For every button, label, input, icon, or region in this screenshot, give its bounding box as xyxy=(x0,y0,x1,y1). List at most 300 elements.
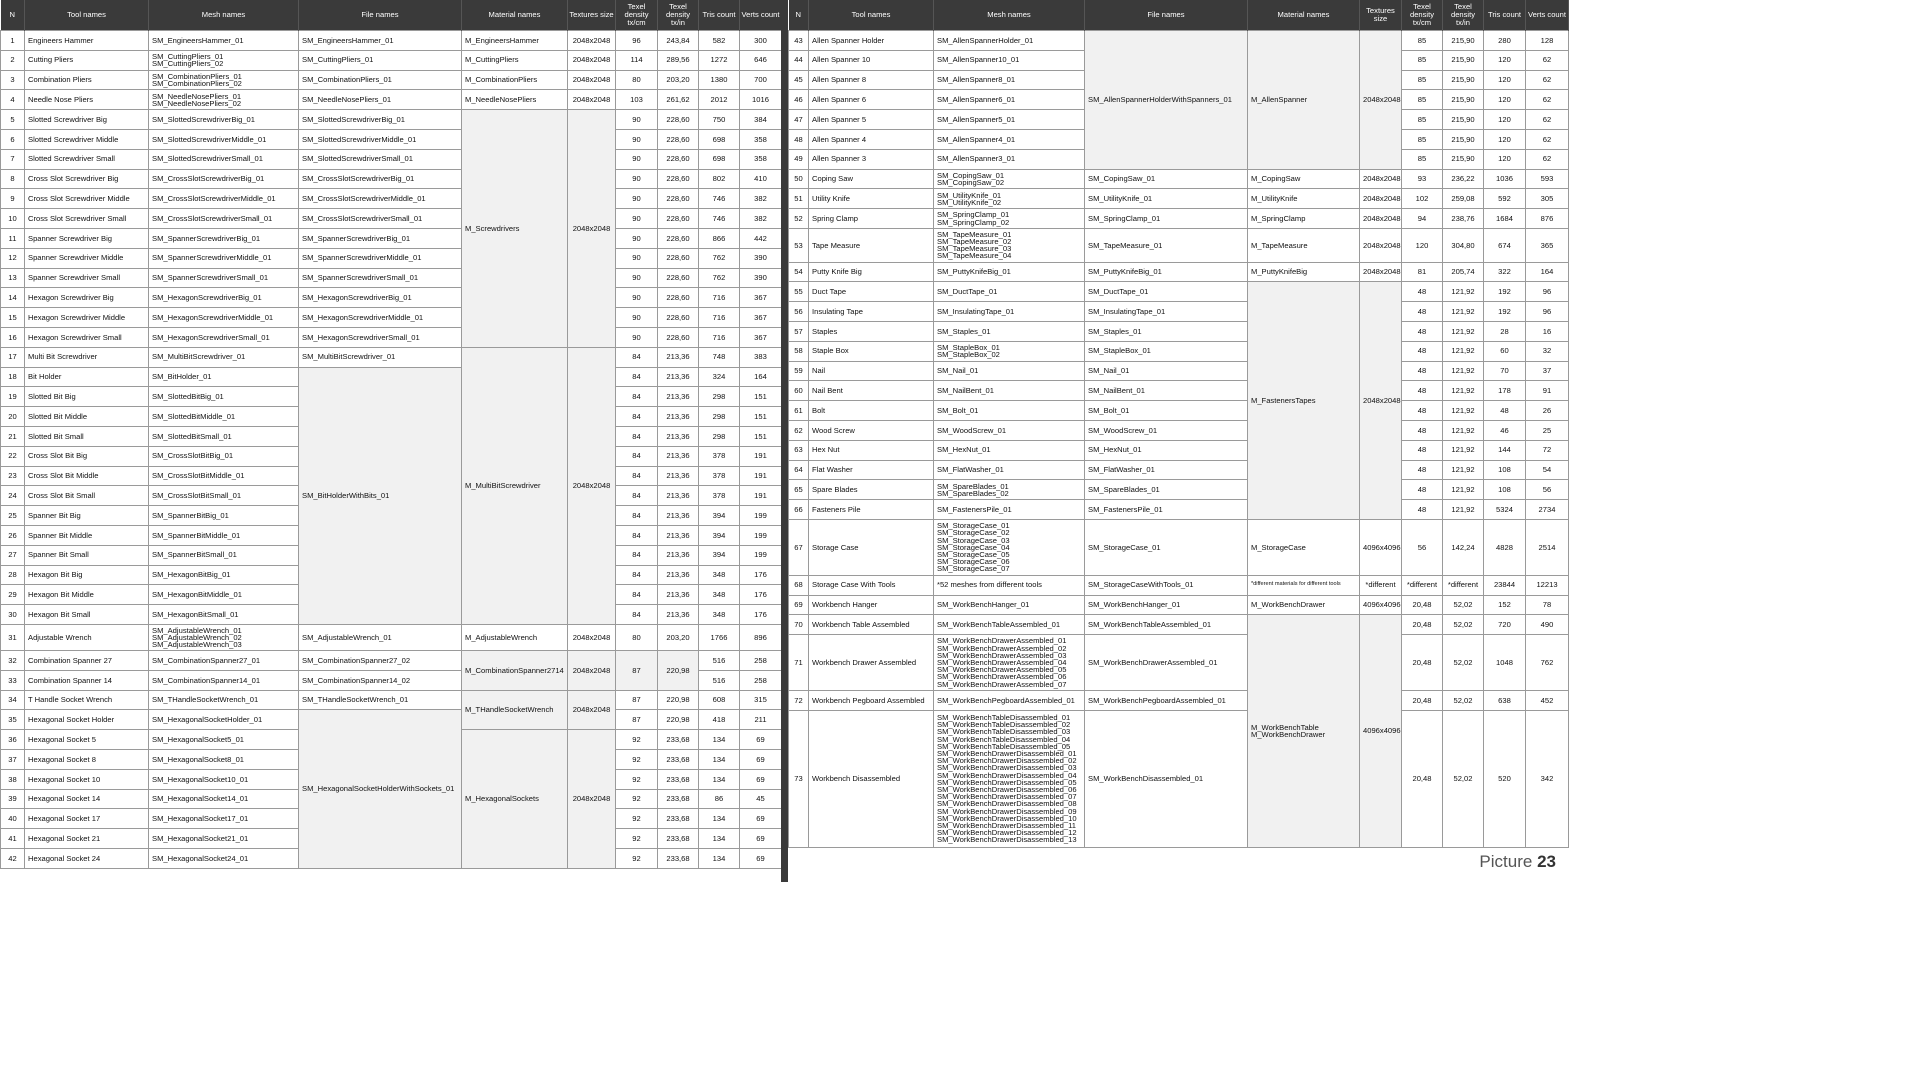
cell-verts: 646 xyxy=(740,50,782,70)
cell-tdcm: 90 xyxy=(616,169,658,189)
cell-tool: Coping Saw xyxy=(809,169,934,189)
cell-n: 44 xyxy=(789,50,809,70)
cell-tris: 60 xyxy=(1484,341,1526,361)
cell-tdcm: 90 xyxy=(616,189,658,209)
cell-tdcm: 48 xyxy=(1402,401,1443,421)
cell-tdcm: 114 xyxy=(616,50,658,70)
cell-tdin: 220,98 xyxy=(658,710,699,730)
cell-file: SM_CombinationPliers_01 xyxy=(299,70,462,90)
cell-tris: 28 xyxy=(1484,321,1526,341)
cell-tex: 4096x4096 xyxy=(1360,615,1402,848)
cell-mesh: SM_SpannerBitSmall_01 xyxy=(149,545,299,565)
cell-tdcm: 84 xyxy=(616,426,658,446)
cell-n: 46 xyxy=(789,90,809,110)
cell-tool: Workbench Disassembled xyxy=(809,710,934,847)
cell-tris: 1272 xyxy=(699,50,740,70)
cell-tdin: 213,36 xyxy=(658,347,699,367)
cell-mesh: SM_CombinationPliers_01 SM_CombinationPliers_02 xyxy=(149,70,299,90)
cell-tex: 2048x2048 xyxy=(568,70,616,90)
table-row xyxy=(789,401,1569,421)
cell-tool: Spanner Bit Middle xyxy=(25,525,149,545)
cell-tdcm: 48 xyxy=(1402,321,1443,341)
cell-tdcm: 96 xyxy=(616,31,658,51)
cell-n: 32 xyxy=(1,651,25,671)
cell-mesh: SM_CombinationSpanner14_01 xyxy=(149,670,299,690)
cell-n: 48 xyxy=(789,129,809,149)
cell-tool: Slotted Bit Middle xyxy=(25,407,149,427)
cell-n: 59 xyxy=(789,361,809,381)
cell-tdcm: 85 xyxy=(1402,129,1443,149)
cell-verts: 54 xyxy=(1526,460,1569,480)
column-header-mat: Material names xyxy=(1248,0,1360,31)
cell-verts: 62 xyxy=(1526,110,1569,130)
cell-tool: Hexagonal Socket 17 xyxy=(25,809,149,829)
table-row xyxy=(789,595,1569,615)
column-header-file: File names xyxy=(1085,0,1248,31)
cell-verts: 490 xyxy=(1526,615,1569,635)
cell-file: SM_CrossSlotScrewdriverSmall_01 xyxy=(299,209,462,229)
cell-mesh: SM_HexagonScrewdriverSmall_01 xyxy=(149,327,299,347)
cell-n: 17 xyxy=(1,347,25,367)
cell-tdin: 213,36 xyxy=(658,367,699,387)
cell-tris: 866 xyxy=(699,228,740,248)
cell-tool: Hex Nut xyxy=(809,440,934,460)
cell-file: SM_EngineersHammer_01 xyxy=(299,31,462,51)
cell-mat: M_WorkBenchDrawer xyxy=(1248,595,1360,615)
cell-tris: 1380 xyxy=(699,70,740,90)
cell-tdin: 215,90 xyxy=(1443,70,1484,90)
cell-tdcm: 90 xyxy=(616,288,658,308)
cell-tdin: 52,02 xyxy=(1443,595,1484,615)
cell-tool: Hexagonal Socket 5 xyxy=(25,730,149,750)
cell-tdin: 121,92 xyxy=(1443,321,1484,341)
cell-tdcm: 90 xyxy=(616,308,658,328)
cell-verts: 452 xyxy=(1526,690,1569,710)
cell-tdin: 121,92 xyxy=(1443,381,1484,401)
cell-tool: Spanner Bit Big xyxy=(25,506,149,526)
cell-mat: M_SpringClamp xyxy=(1248,209,1360,229)
cell-tool: Hexagon Bit Small xyxy=(25,605,149,625)
column-header-tex: Textures size xyxy=(568,0,616,31)
cell-n: 70 xyxy=(789,615,809,635)
cell-tdin: 289,56 xyxy=(658,50,699,70)
cell-n: 5 xyxy=(1,110,25,130)
cell-verts: 358 xyxy=(740,129,782,149)
cell-file: SM_THandleSocketWrench_01 xyxy=(299,690,462,710)
cell-tex: 2048x2048 xyxy=(568,110,616,348)
cell-verts: 91 xyxy=(1526,381,1569,401)
cell-verts: 151 xyxy=(740,426,782,446)
cell-tex: 2048x2048 xyxy=(568,50,616,70)
cell-mesh: *52 meshes from different tools xyxy=(934,575,1085,595)
cell-tdin: 304,80 xyxy=(1443,228,1484,262)
cell-n: 60 xyxy=(789,381,809,401)
cell-tdcm: 102 xyxy=(1402,189,1443,209)
picture-label-word: Picture xyxy=(1479,852,1533,871)
cell-tool: Insulating Tape xyxy=(809,302,934,322)
cell-verts: 390 xyxy=(740,248,782,268)
cell-tris: 1766 xyxy=(699,624,740,650)
cell-n: 38 xyxy=(1,769,25,789)
table-row xyxy=(1,347,782,367)
cell-n: 8 xyxy=(1,169,25,189)
cell-tdcm: 20,48 xyxy=(1402,615,1443,635)
cell-tool: Needle Nose Pliers xyxy=(25,90,149,110)
left-asset-table xyxy=(0,0,782,869)
cell-tdcm: 48 xyxy=(1402,440,1443,460)
cell-tris: 418 xyxy=(699,710,740,730)
cell-verts: 342 xyxy=(1526,710,1569,847)
cell-verts: 32 xyxy=(1526,341,1569,361)
cell-file: SM_CuttingPliers_01 xyxy=(299,50,462,70)
cell-verts: 96 xyxy=(1526,302,1569,322)
cell-tdin: 203,20 xyxy=(658,70,699,90)
cell-mesh: SM_AdjustableWrench_01 SM_AdjustableWrench_02 SM_AdjustableWrench_03 xyxy=(149,624,299,650)
cell-tdcm: 90 xyxy=(616,110,658,130)
cell-tdcm: 90 xyxy=(616,129,658,149)
table-row xyxy=(1,288,782,308)
cell-tdin: 233,68 xyxy=(658,789,699,809)
cell-tris: 746 xyxy=(699,189,740,209)
cell-mesh: SM_CuttingPliers_01 SM_CuttingPliers_02 xyxy=(149,50,299,70)
cell-tris: 698 xyxy=(699,129,740,149)
cell-tris: 298 xyxy=(699,407,740,427)
cell-file: SM_UtilityKnife_01 xyxy=(1085,189,1248,209)
cell-tdin: 233,68 xyxy=(658,769,699,789)
cell-tdcm: 84 xyxy=(616,525,658,545)
cell-mesh: SM_HexagonalSocket10_01 xyxy=(149,769,299,789)
cell-tdin: 228,60 xyxy=(658,308,699,328)
cell-n: 71 xyxy=(789,635,809,691)
cell-file: SM_SpannerScrewdriverSmall_01 xyxy=(299,268,462,288)
cell-tdcm: 80 xyxy=(616,70,658,90)
table-row xyxy=(1,149,782,169)
cell-n: 58 xyxy=(789,341,809,361)
cell-tool: Hexagon Screwdriver Small xyxy=(25,327,149,347)
cell-tdcm: 48 xyxy=(1402,302,1443,322)
cell-tdin: 121,92 xyxy=(1443,341,1484,361)
cell-tris: 134 xyxy=(699,750,740,770)
cell-tdcm: 81 xyxy=(1402,262,1443,282)
cell-tris: 120 xyxy=(1484,70,1526,90)
cell-mesh: SM_SpannerScrewdriverBig_01 xyxy=(149,228,299,248)
cell-tdin: 215,90 xyxy=(1443,149,1484,169)
cell-tool: Combination Pliers xyxy=(25,70,149,90)
table-row xyxy=(789,169,1569,189)
cell-tdin: 121,92 xyxy=(1443,500,1484,520)
cell-verts: 25 xyxy=(1526,420,1569,440)
table-row xyxy=(789,209,1569,229)
cell-tris: 120 xyxy=(1484,110,1526,130)
cell-mesh: SM_CrossSlotBitMiddle_01 xyxy=(149,466,299,486)
cell-verts: 199 xyxy=(740,545,782,565)
cell-tool: Cross Slot Bit Big xyxy=(25,446,149,466)
cell-tdin: 220,98 xyxy=(658,690,699,710)
cell-tdin: 121,92 xyxy=(1443,401,1484,421)
cell-tris: 394 xyxy=(699,545,740,565)
cell-mesh: SM_EngineersHammer_01 xyxy=(149,31,299,51)
cell-file: SM_FastenersPile_01 xyxy=(1085,500,1248,520)
cell-verts: 62 xyxy=(1526,70,1569,90)
cell-verts: 258 xyxy=(740,651,782,671)
cell-tdin: 228,60 xyxy=(658,169,699,189)
cell-verts: 876 xyxy=(1526,209,1569,229)
cell-tdcm: 20,48 xyxy=(1402,710,1443,847)
cell-tex: 2048x2048 xyxy=(1360,31,1402,170)
cell-tool: Slotted Bit Small xyxy=(25,426,149,446)
cell-verts: 62 xyxy=(1526,149,1569,169)
cell-tool: Hexagonal Socket 10 xyxy=(25,769,149,789)
cell-verts: 2514 xyxy=(1526,519,1569,575)
cell-verts: 390 xyxy=(740,268,782,288)
cell-n: 66 xyxy=(789,500,809,520)
cell-tris: 582 xyxy=(699,31,740,51)
cell-tdin: 215,90 xyxy=(1443,50,1484,70)
cell-mesh: SM_Nail_01 xyxy=(934,361,1085,381)
table-row xyxy=(1,50,782,70)
cell-verts: 96 xyxy=(1526,282,1569,302)
cell-tris: 1684 xyxy=(1484,209,1526,229)
cell-tdin: 121,92 xyxy=(1443,420,1484,440)
cell-tdin: 228,60 xyxy=(658,248,699,268)
cell-n: 73 xyxy=(789,710,809,847)
table-row xyxy=(1,90,782,110)
cell-mesh: SM_HexagonScrewdriverMiddle_01 xyxy=(149,308,299,328)
cell-tris: 348 xyxy=(699,585,740,605)
cell-tool: Spring Clamp xyxy=(809,209,934,229)
cell-tdcm: 92 xyxy=(616,789,658,809)
cell-verts: 176 xyxy=(740,605,782,625)
cell-verts: 593 xyxy=(1526,169,1569,189)
cell-tdin: 205,74 xyxy=(1443,262,1484,282)
cell-n: 55 xyxy=(789,282,809,302)
cell-tris: 144 xyxy=(1484,440,1526,460)
cell-tdcm: 85 xyxy=(1402,90,1443,110)
cell-n: 69 xyxy=(789,595,809,615)
cell-n: 28 xyxy=(1,565,25,585)
cell-tex: 4096x4096 xyxy=(1360,519,1402,575)
cell-tdcm: 20,48 xyxy=(1402,690,1443,710)
cell-mesh: SM_BitHolder_01 xyxy=(149,367,299,387)
cell-tdin: 215,90 xyxy=(1443,90,1484,110)
cell-tdcm: 48 xyxy=(1402,282,1443,302)
table-row xyxy=(789,420,1569,440)
cell-tris: 280 xyxy=(1484,31,1526,51)
cell-n: 4 xyxy=(1,90,25,110)
table-row xyxy=(789,480,1569,500)
cell-tdin: 233,68 xyxy=(658,829,699,849)
cell-n: 10 xyxy=(1,209,25,229)
cell-mat: M_FastenersTapes xyxy=(1248,282,1360,520)
column-header-mat: Material names xyxy=(462,0,568,31)
cell-tdcm: 84 xyxy=(616,486,658,506)
cell-verts: 1016 xyxy=(740,90,782,110)
cell-verts: 410 xyxy=(740,169,782,189)
cell-tool: Spare Blades xyxy=(809,480,934,500)
cell-mesh: SM_SlottedScrewdriverBig_01 xyxy=(149,110,299,130)
column-header-tdcm: Texel density tx/cm xyxy=(1402,0,1443,31)
cell-tool: Workbench Table Assembled xyxy=(809,615,934,635)
cell-tris: 698 xyxy=(699,149,740,169)
cell-tdcm: 84 xyxy=(616,446,658,466)
cell-tool: Bolt xyxy=(809,401,934,421)
cell-tool: Spanner Bit Small xyxy=(25,545,149,565)
table-header-row xyxy=(1,0,782,31)
cell-tris: 516 xyxy=(699,651,740,671)
cell-tex: 2048x2048 xyxy=(568,90,616,110)
cell-file: SM_Staples_01 xyxy=(1085,321,1248,341)
cell-verts: 12213 xyxy=(1526,575,1569,595)
cell-tdin: 52,02 xyxy=(1443,635,1484,691)
cell-tdin: 121,92 xyxy=(1443,480,1484,500)
table-row xyxy=(789,690,1569,710)
cell-n: 65 xyxy=(789,480,809,500)
cell-n: 16 xyxy=(1,327,25,347)
cell-mesh: SM_DuctTape_01 xyxy=(934,282,1085,302)
table-row xyxy=(789,262,1569,282)
cell-mesh: SM_SpannerBitBig_01 xyxy=(149,506,299,526)
cell-tris: 120 xyxy=(1484,90,1526,110)
cell-mat: *different materials for different tools xyxy=(1248,575,1360,595)
cell-tdin: 228,60 xyxy=(658,288,699,308)
cell-tdcm: 90 xyxy=(616,268,658,288)
cell-file: SM_StapleBox_01 xyxy=(1085,341,1248,361)
cell-tris: 134 xyxy=(699,809,740,829)
cell-n: 14 xyxy=(1,288,25,308)
cell-mat: M_AdjustableWrench xyxy=(462,624,568,650)
table-row xyxy=(789,519,1569,575)
cell-tex: 2048x2048 xyxy=(1360,209,1402,229)
cell-mesh: SM_CrossSlotScrewdriverMiddle_01 xyxy=(149,189,299,209)
cell-verts: 16 xyxy=(1526,321,1569,341)
picture-label xyxy=(1479,852,1556,872)
cell-n: 45 xyxy=(789,70,809,90)
cell-tdcm: 92 xyxy=(616,809,658,829)
cell-tris: 394 xyxy=(699,506,740,526)
cell-mat: M_Screwdrivers xyxy=(462,110,568,348)
cell-tdcm: 48 xyxy=(1402,381,1443,401)
cell-file: SM_SpareBlades_01 xyxy=(1085,480,1248,500)
table-row xyxy=(789,341,1569,361)
cell-verts: 151 xyxy=(740,407,782,427)
cell-verts: 211 xyxy=(740,710,782,730)
column-header-n: N xyxy=(789,0,809,31)
table-row xyxy=(1,110,782,130)
cell-n: 15 xyxy=(1,308,25,328)
cell-n: 67 xyxy=(789,519,809,575)
cell-tris: 1048 xyxy=(1484,635,1526,691)
panel-divider xyxy=(781,0,788,882)
table-row xyxy=(789,440,1569,460)
cell-verts: 367 xyxy=(740,308,782,328)
cell-mesh: SM_HexagonalSocket17_01 xyxy=(149,809,299,829)
cell-tool: Nail Bent xyxy=(809,381,934,401)
cell-tdin: 213,36 xyxy=(658,466,699,486)
cell-verts: 383 xyxy=(740,347,782,367)
cell-tdcm: 84 xyxy=(616,506,658,526)
cell-tool: Hexagonal Socket 24 xyxy=(25,849,149,869)
column-header-mesh: Mesh names xyxy=(149,0,299,31)
cell-tris: 120 xyxy=(1484,50,1526,70)
column-header-tdin: Texel density tx/in xyxy=(1443,0,1484,31)
cell-n: 20 xyxy=(1,407,25,427)
cell-verts: 365 xyxy=(1526,228,1569,262)
cell-file: SM_HexNut_01 xyxy=(1085,440,1248,460)
cell-tdin: 228,60 xyxy=(658,129,699,149)
cell-tool: Allen Spanner 5 xyxy=(809,110,934,130)
cell-mat: M_AllenSpanner xyxy=(1248,31,1360,170)
cell-tris: 394 xyxy=(699,525,740,545)
column-header-file: File names xyxy=(299,0,462,31)
cell-tris: 716 xyxy=(699,327,740,347)
cell-tool: Slotted Bit Big xyxy=(25,387,149,407)
cell-tdin: 52,02 xyxy=(1443,710,1484,847)
cell-tdcm: 56 xyxy=(1402,519,1443,575)
cell-n: 27 xyxy=(1,545,25,565)
cell-mesh: SM_HexagonalSocketHolder_01 xyxy=(149,710,299,730)
cell-mesh: SM_WorkBenchTableDisassembled_01 SM_WorkBenchTableDisassembled_02 SM_WorkBenchTableDisassembled_03 SM_WorkBenchTableDisassembled_04 SM_WorkBenchTableDisassembled_05 SM_WorkBenchDrawerDisassembled_01 SM_WorkBenchDrawerDisassembled_02 SM_WorkBenchDrawerDisassembled_03 SM_WorkBenchDrawerDisassembled_04 SM_WorkBenchDrawerDisassembled_05 SM_WorkBenchDrawerDisassembled_06 SM_WorkBenchDrawerDisassembled_07 SM_WorkBenchDrawerDisassembled_08 SM_WorkBenchDrawerDisassembled_09 SM_WorkBenchDrawerDisassembled_10 SM_WorkBenchDrawerDisassembled_11 SM_WorkBenchDrawerDisassembled_12 SM_WorkBenchDrawerDisassembled_13 xyxy=(934,710,1085,847)
cell-tool: Cross Slot Bit Middle xyxy=(25,466,149,486)
cell-tdcm: 84 xyxy=(616,545,658,565)
cell-tdcm: 90 xyxy=(616,209,658,229)
cell-tdcm: 85 xyxy=(1402,31,1443,51)
cell-mesh: SM_StapleBox_01 SM_StapleBox_02 xyxy=(934,341,1085,361)
cell-mesh: SM_SlottedBitMiddle_01 xyxy=(149,407,299,427)
cell-tdcm: 85 xyxy=(1402,110,1443,130)
cell-mesh: SM_HexagonalSocket5_01 xyxy=(149,730,299,750)
cell-file: SM_CrossSlotScrewdriverBig_01 xyxy=(299,169,462,189)
cell-tdin: 213,36 xyxy=(658,446,699,466)
cell-tool: Hexagonal Socket 8 xyxy=(25,750,149,770)
cell-n: 68 xyxy=(789,575,809,595)
cell-file: SM_Bolt_01 xyxy=(1085,401,1248,421)
cell-tdcm: 90 xyxy=(616,248,658,268)
cell-tool: Workbench Drawer Assembled xyxy=(809,635,934,691)
cell-file: SM_CombinationSpanner27_02 xyxy=(299,651,462,671)
cell-mesh: SM_SlottedBitBig_01 xyxy=(149,387,299,407)
cell-tris: 720 xyxy=(1484,615,1526,635)
cell-tool: Staple Box xyxy=(809,341,934,361)
cell-verts: 128 xyxy=(1526,31,1569,51)
cell-tdin: 52,02 xyxy=(1443,690,1484,710)
cell-tool: Spanner Screwdriver Big xyxy=(25,228,149,248)
cell-tool: Combination Spanner 14 xyxy=(25,670,149,690)
cell-tdin: 228,60 xyxy=(658,327,699,347)
cell-verts: 700 xyxy=(740,70,782,90)
cell-tris: 348 xyxy=(699,605,740,625)
cell-tris: 1036 xyxy=(1484,169,1526,189)
cell-tdin: 121,92 xyxy=(1443,282,1484,302)
cell-tdin: 236,22 xyxy=(1443,169,1484,189)
cell-verts: 367 xyxy=(740,327,782,347)
table-row xyxy=(1,624,782,650)
cell-tex: 2048x2048 xyxy=(1360,228,1402,262)
cell-tris: 348 xyxy=(699,565,740,585)
cell-n: 49 xyxy=(789,149,809,169)
cell-tdcm: 48 xyxy=(1402,480,1443,500)
cell-tex: 2048x2048 xyxy=(568,347,616,624)
cell-tdcm: 20,48 xyxy=(1402,595,1443,615)
cell-mesh: SM_Staples_01 xyxy=(934,321,1085,341)
cell-mesh: SM_UtilityKnife_01 SM_UtilityKnife_02 xyxy=(934,189,1085,209)
cell-verts: 191 xyxy=(740,466,782,486)
cell-verts: 382 xyxy=(740,189,782,209)
cell-mesh: SM_HexagonBitBig_01 xyxy=(149,565,299,585)
cell-mesh: SM_InsulatingTape_01 xyxy=(934,302,1085,322)
cell-tdcm: 87 xyxy=(616,710,658,730)
cell-tdin: 213,36 xyxy=(658,506,699,526)
cell-tris: 520 xyxy=(1484,710,1526,847)
